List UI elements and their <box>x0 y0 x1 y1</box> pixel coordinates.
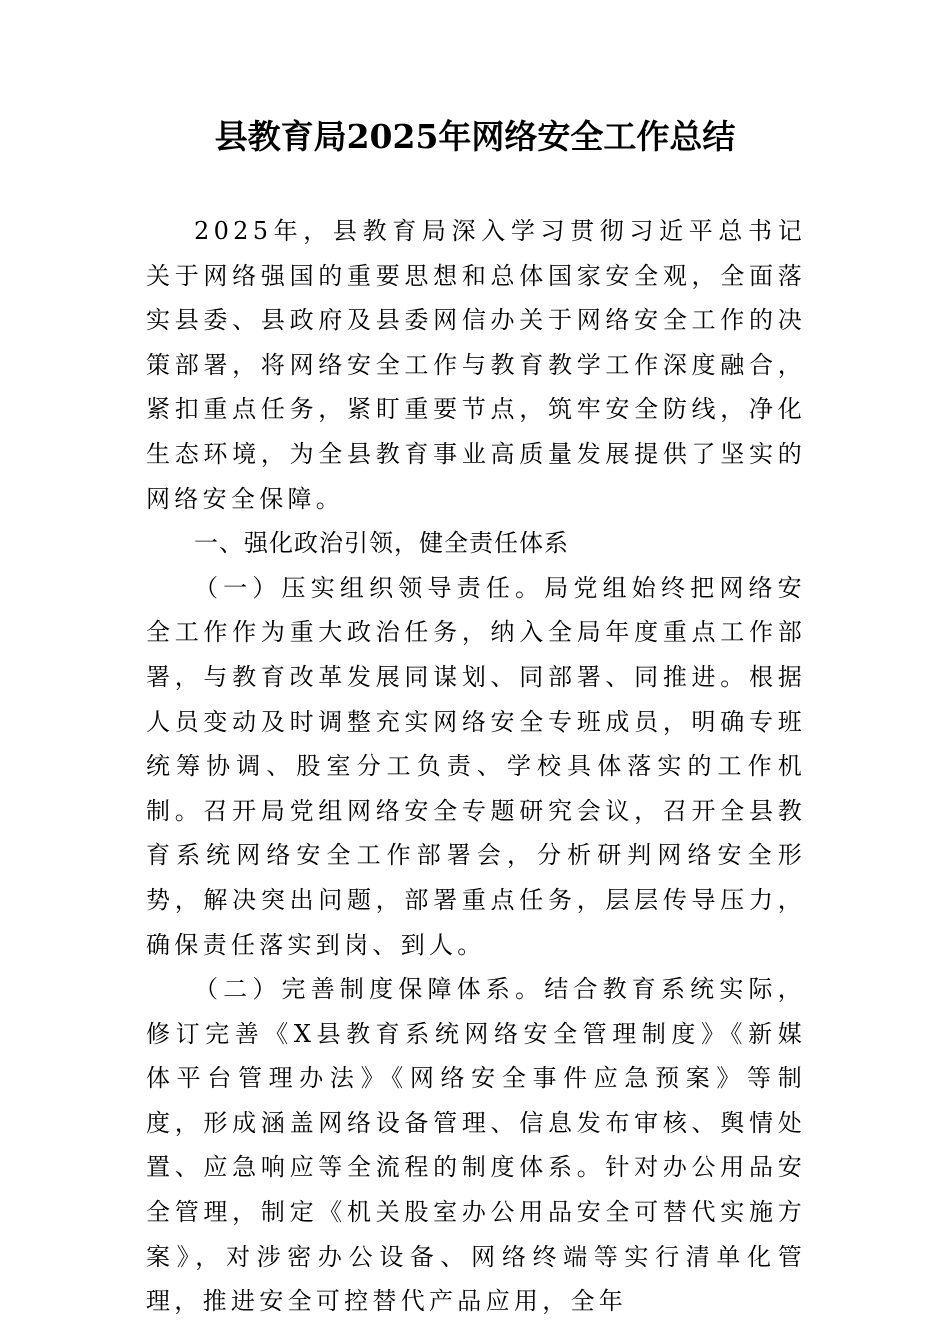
intro-paragraph: 2025年，县教育局深入学习贯彻习近平总书记关于网络强国的重要思想和总体国家安全观，全面落实县委、县政府及县委网信办关于网络安全工作的决策部署，将网络安全工作与教育教学工作深度融合，紧扣重点任务，紧盯重要节点，筑牢安全防线，净化生态环境，为全县教育事业高质量发展提供了坚实的网络安全保障。 <box>146 217 806 513</box>
document-title: 县教育局2025年网络安全工作总结 <box>214 117 736 156</box>
document-body <box>146 209 806 1324</box>
section-heading: 一、强化政治引领，健全责任体系 <box>194 529 569 558</box>
section-paragraph-1: （一）压实组织领导责任。局党组始终把网络安全工作作为重大政治任务，纳入全局年度重点工作部署，与教育改革发展同谋划、同部署、同推进。根据人员变动及时调整充实网络安全专班成员，明确专班统筹协调、股室分工负责、学校具体落实的工作机制。召开局党组网络安全专题研究会议，召开全县教育系统网络安全工作部署会，分析研判网络安全形势，解决突出问题，部署重点任务，层层传导压力，确保责任落实到岗、到人。 <box>146 573 806 959</box>
section-paragraph-2: （二）完善制度保障体系。结合教育系统实际，修订完善《X县教育系统网络安全管理制度》《新媒体平台管理办法》《网络安全事件应急预案》等制度，形成涵盖网络设备管理、信息发布审核、舆情处置、应急响应等全流程的制度体系。针对办公用品安全管理，制定《机关股室办公用品安全可替代实施方案》，对涉密办公设备、网络终端等实行清单化管理，推进安全可控替代产品应用，全年 <box>146 975 806 1316</box>
